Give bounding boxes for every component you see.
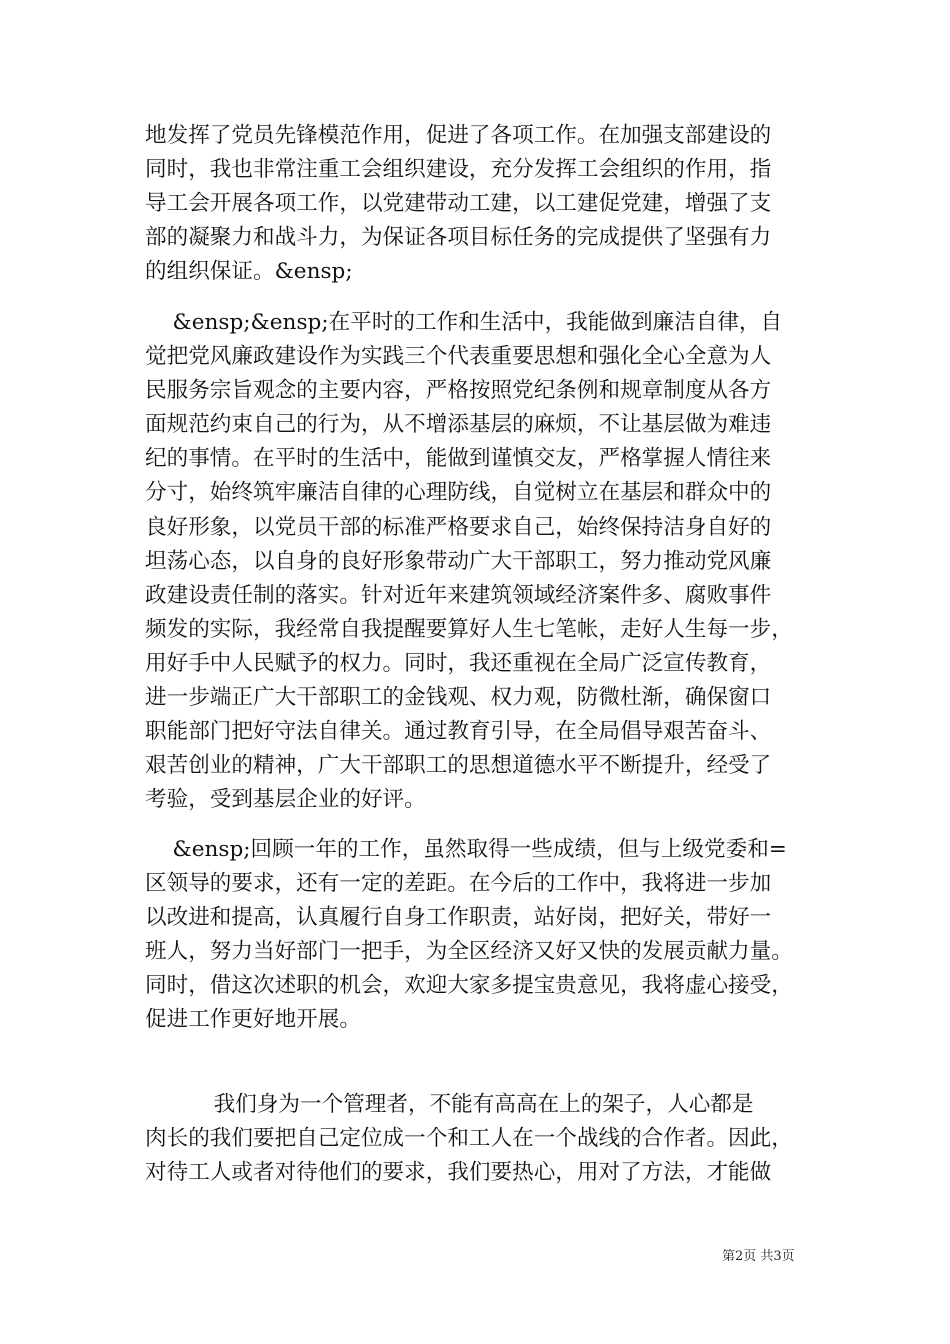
paragraph-manager: 我们身为一个管理者，不能有高高在上的架子，人心都是 肉长的我们要把自己定位成一个和工人在一个战线的合作者。因此， 对待工人或者对待他们的要求，我们要热心，用对了方法，才能做 — [145, 1092, 793, 1186]
paragraph-review: &ensp;回顾一年的工作，虽然取得一些成绩，但与上级党委和= 区领导的要求，还有一定的差距。在今后的工作中，我将进一步加 以改进和提高，认真履行自身工作职责，站好岗，把好关，带好一 班人，努力当好部门一把手，为全区经济又好又快的发展贡献力量。 同时，借这次述职的机会，欢迎大家多提宝贵意见，我将虚心接受， 促进工作更好地开展。 — [145, 837, 793, 1033]
page-number-footer: 第2页 共3页 — [722, 1249, 795, 1264]
paragraph-integrity: &ensp;&ensp;在平时的工作和生活中，我能做到廉洁自律，自 觉把党风廉政建设作为实践三个代表重要思想和强化全心全意为人 民服务宗旨观念的主要内容，严格按照党纪条例和规章制度从各方 面规范约束自己的行为，从不增添基层的麻烦，不让基层做为难违 纪的事情。在平时的生活中，能做到谨慎交友，严格掌握人情往来 分寸，始终筑牢廉洁自律的心理防线，自觉树立在基层和群众中的 良好形象，以党员干部的标准严格要求自己，始终保持洁身自好的 坦荡心态，以自身的良好形象带动广大干部职工，努力推动党风廉 政建设责任制的落实。针对近年来建筑领域经济案件多、腐败事件 频发的实际，我经常自我提醒要算好人生七笔帐，走好人生每一步， 用好手中人民赋予的权力。同时，我还重视在全局广泛宣传教育， 进一步端正广大干部职工的金钱观、权力观，防微杜渐，确保窗口 职能部门把好守法自律关。通过教育引导，在全局倡导艰苦奋斗、 艰苦创业的精神，广大干部职工的思想道德水平不断提升，经受了 考验，受到基层企业的好评。 — [145, 310, 793, 813]
paragraph-party-building: 地发挥了党员先锋模范作用，促进了各项工作。在加强支部建设的 同时，我也非常注重工会组织建设，充分发挥工会组织的作用，指 导工会开展各项工作，以党建带动工建，以工建促党建，增强了支 部的凝聚力和战斗力，为保证各项目标任务的完成提供了坚强有力 的组织保证。&ensp; — [145, 123, 772, 285]
